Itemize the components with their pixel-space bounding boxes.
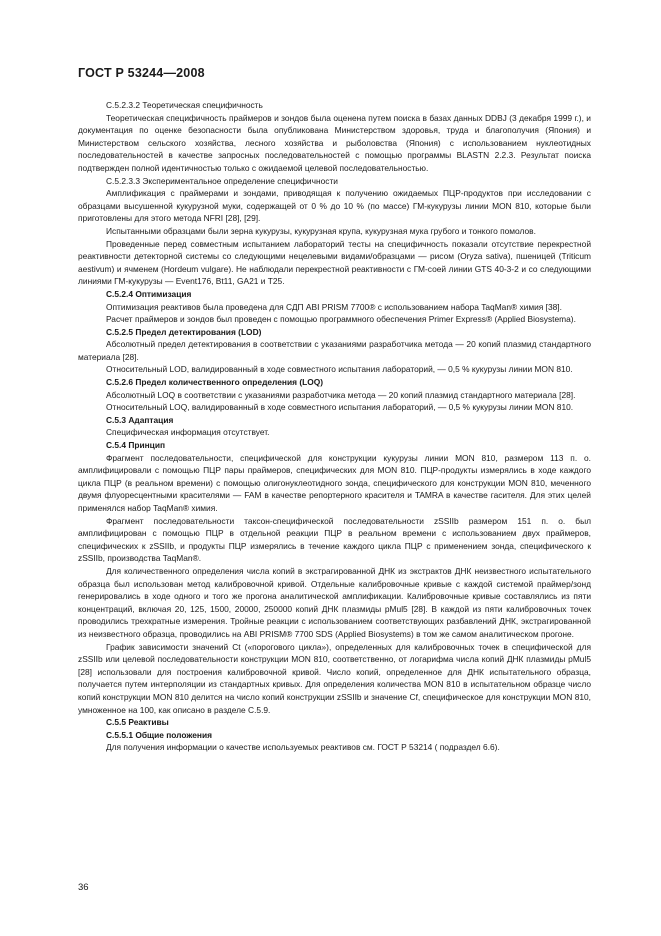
paragraph: Амплификация с праймерами и зондами, приводящая к получению ожидаемых ПЦР-продуктов при исследовании с образцами высушенной кукурузной муки, содержащей от 0 % до 10 % (по массе) ГМ-кукурузы линии MON 810, которые были приготовлены для этого метода NFRI [28], [29]. [78,188,591,224]
paragraph: Расчет праймеров и зондов был проведен с помощью программного обеспечения Primer Express® (Applied Biosystema). [106,314,576,325]
paragraph: Теоретическая специфичность праймеров и зондов была оценена путем поиска в базах данных DDBJ (3 декабря 1999 г.), и документация по оценке безопасности была опубликована Министерством здоровья, труда и благополучия (Япония) и Министерством сельского хозяйства, лесного хозяйства и рыболовства (Япония) с использованием нуклеотидных последовательностей в качестве запросных последовательностей с помощью программы BLASTN 2.2.3. Результат поиска подтвержден полной идентичностью только с ожидаемой целевой последовательностью. [78,112,591,173]
paragraph: Оптимизация реактивов была проведена для СДП ABI PRISM 7700® с использованием набора TaqMan® химия [38]. [106,301,562,312]
section-heading-lod: C.5.2.5 Предел детектирования (LOD) [106,326,262,337]
section-heading-theoretical-specificity: C.5.2.3.2 Теоретическая специфичность [106,100,263,110]
paragraph: Относительный LOD, валидированный в ходе совместного испытания лабораторий, — 0,5 % кукурузы линии MON 810. [106,364,573,375]
section-heading-reagents: C.5.5 Реактивы [106,717,169,728]
paragraph: Специфическая информация отсутствует. [106,427,270,438]
section-heading-adaptation: C.5.3 Адаптация [106,414,174,425]
paragraph: Фрагмент последовательности, специфической для конструкции кукурузы линии MON 810, размером 113 п. о. амплифицировали с помощью ПЦР пары праймеров, специфических для MON 810. ПЦР-продукты измерялись в ходе каждого цикла ПЦР (в реальном времени) с помощью олигонуклеотидного зонда, специфического для конструкции MON 810, меченного двумя флуоресцентными красителями — FAM в качестве репортерного красителя и TAMRA в качестве гасителя. Для этих целей применялся набор TaqMan® химия. [78,452,591,513]
paragraph: Относительный LOQ, валидированный в ходе совместного испытания лабораторий, — 0,5 % кукурузы линии MON 810. [106,402,574,413]
document-body [78,99,591,754]
paragraph: Абсолютный предел детектирования в соответствии с указаниями разработчика метода — 20 копий плазмид стандартного материала [28]. [78,339,591,362]
section-heading-general: C.5.5.1 Общие положения [106,729,212,740]
paragraph: График зависимости значений Ct («порогового цикла»), определенных для калибровочных точек в специфической для zSSIIb или целевой последовательности конструкции MON 810, соответственно, от логарифма числа копий ДНК плазмиды pMul5 [28] использовали для построения калибровочной кривой. Число копий, определенное для ДНК испытательного образца, получается путем интерполяции из стандартных кривых. Для определения количества MON 810 в испытательном образце число копий конструкции MON 810 делится на число копий конструкции zSSIIb и значение Cf, специфическое для конструкции MON 810, умноженное на 100, как описано в разделе C.5.9. [78,641,591,715]
section-heading-loq: C.5.2.6 Предел количественного определения (LOQ) [106,377,324,388]
section-heading-experimental-specificity: C.5.2.3.3 Экспериментальное определение специфичности [106,175,338,186]
section-heading-optimization: C.5.2.4 Оптимизация [106,288,192,299]
paragraph: Для количественного определения числа копий в экстрагированной ДНК из экстрактов ДНК неизвестного испытательного образца был использован метод калибровочной кривой. Отдельные калибровочные кривые с каждой системой праймер/зонд генерировались в ходе одного и того же прогона аналитической амплификации. Калибровочные кривые составлялись из пяти концентраций, включая 20, 125, 1500, 20000, 250000 копий ДНК плазмиды pMul5 [28]. В каждой из пяти калибровочных точек проводились трехкратные измерения. Тройные реакции с использованием соответствующих разбавлений ДНК, экстрагированной из неизвестного образца, проводились на ABI PRISM® 7700 SDS (Applied Biosystems) в том же самом аналитическом прогоне. [78,565,591,639]
paragraph: Для получения информации о качестве используемых реактивов см. ГОСТ Р 53214 ( подраздел 6.6). [106,742,500,753]
paragraph: Испытанными образцами были зерна кукурузы, кукурузная крупа, кукурузная мука грубого и тонкого помолов. [106,225,536,236]
paragraph: Фрагмент последовательности таксон-специфической последовательности zSSIIb размером 151 п. о. был амплифицирован с помощью ПЦР в отдельной реакции ПЦР в реальном времени с использованием двух праймеров, специфических к zSSIIb, и продукты ПЦР измерялись в течение каждого цикла ПЦР с применением зонда, специфического к zSSIIb, производства TaqMan®. [78,515,591,564]
section-heading-principle: C.5.4 Принцип [106,440,166,451]
paragraph: Проведенные перед совместным испытанием лабораторий тесты на специфичность показали отсутствие перекрестной реактивности детекторной системы со следующими нецелевыми видами/образцами — рисом (Oryza sativa), пшеницей (Triticum aestivum) и ячменем (Hordeum vulgare). Не наблюдали перекрестной реактивности с ГМ-соей линии GTS 40-3-2 и со следующими линиями ГМ-кукурузы — Event176, Bt11, GA21 и T25. [78,238,591,287]
document-header: ГОСТ Р 53244—2008 [78,66,205,80]
paragraph: Абсолютный LOQ в соответствии с указаниями разработчика метода — 20 копий плазмид стандартного материала [28]. [106,389,576,400]
page-number: 36 [78,882,89,893]
